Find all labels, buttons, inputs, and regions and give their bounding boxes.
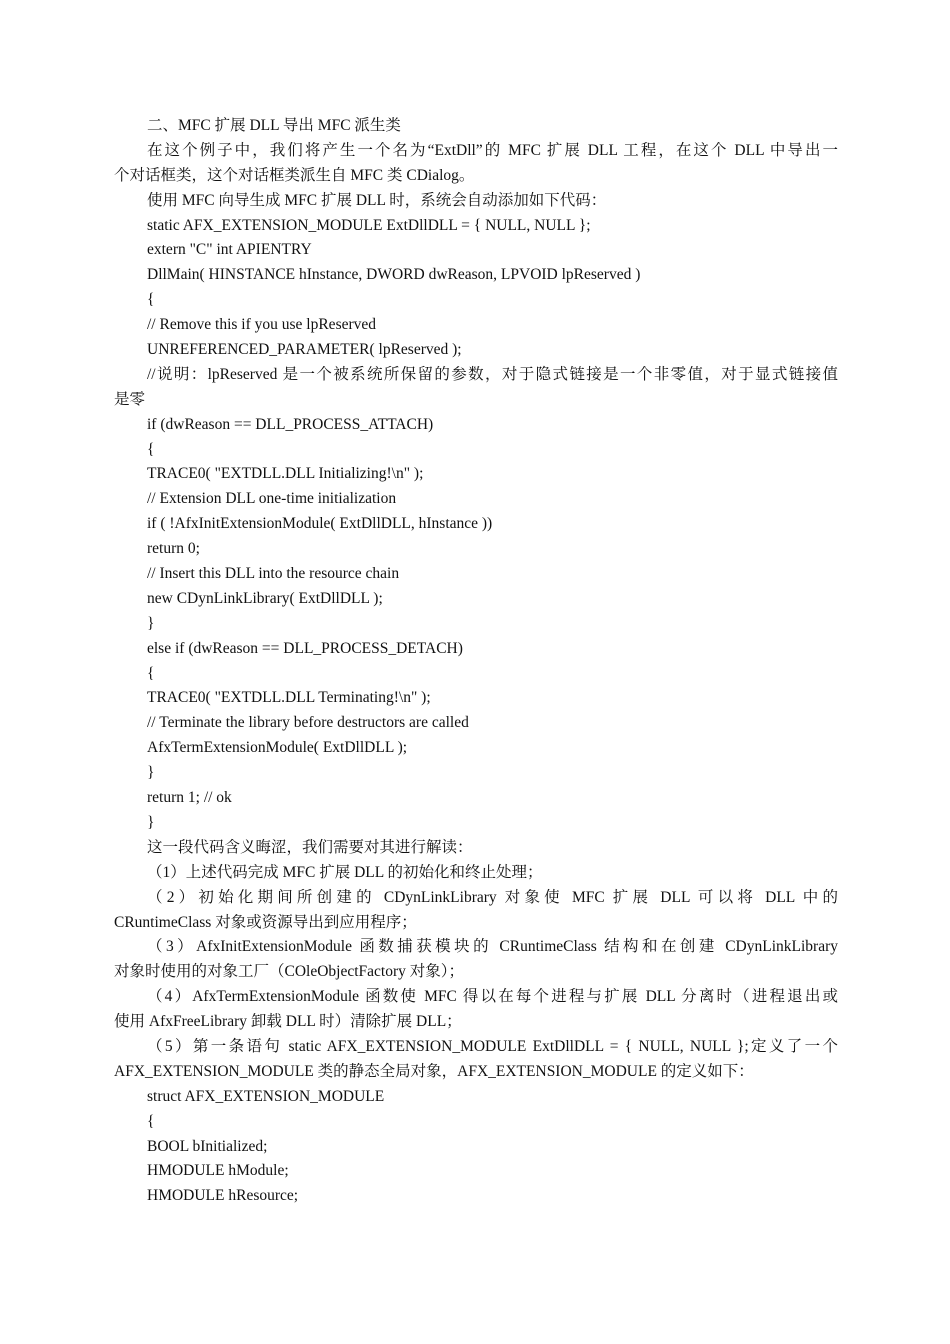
- text-line: 使用 MFC 向导生成 MFC 扩展 DLL 时，系统会自动添加如下代码：: [147, 191, 607, 209]
- text-line: TRACE0( "EXTDLL.DLL Initializing!\n" );: [147, 465, 424, 483]
- text-line: AFX_EXTENSION_MODULE 类的静态全局对象，AFX_EXTENSION_MODULE 的定义如下：: [114, 1062, 754, 1080]
- text-line: TRACE0( "EXTDLL.DLL Terminating!\n" );: [147, 689, 431, 707]
- text-line: （5）第一条语句 static AFX_EXTENSION_MODULE ExtDllDLL = { NULL, NULL };定义了一个: [147, 1037, 838, 1055]
- text-line: （3）AfxInitExtensionModule 函数捕获模块的 CRuntimeClass 结构和在创建 CDynLinkLibrary: [147, 938, 838, 956]
- text-line: // Extension DLL one-time initialization: [147, 490, 397, 508]
- text-line: return 1; // ok: [147, 789, 232, 807]
- text-line: 在这个例子中，我们将产生一个名为“ExtDll”的 MFC 扩展 DLL 工程，在这个 DLL 中导出一: [147, 141, 838, 159]
- text-line: {: [147, 1112, 155, 1130]
- text-line: // Terminate the library before destructors are called: [147, 714, 469, 732]
- text-line: 对象时使用的对象工厂（COleObjectFactory 对象）；: [114, 963, 465, 981]
- text-line: AfxTermExtensionModule( ExtDllDLL );: [147, 739, 408, 757]
- text-line: 二、MFC 扩展 DLL 导出 MFC 派生类: [147, 117, 401, 134]
- text-line: HMODULE hResource;: [147, 1187, 299, 1205]
- text-line: UNREFERENCED_PARAMETER( lpReserved );: [147, 341, 462, 359]
- text-line: if (dwReason == DLL_PROCESS_ATTACH): [147, 415, 434, 433]
- text-line: }: [147, 813, 155, 831]
- text-line: extern "C" int APIENTRY: [147, 241, 312, 259]
- text-line: new CDynLinkLibrary( ExtDllDLL );: [147, 589, 383, 607]
- text-line: BOOL bInitialized;: [147, 1137, 268, 1155]
- text-line: struct AFX_EXTENSION_MODULE: [147, 1087, 385, 1105]
- text-line: 是零: [114, 390, 146, 408]
- text-line: {: [147, 291, 155, 309]
- text-line: （2）初始化期间所创建的 CDynLinkLibrary 对象使 MFC 扩展 DLL 可以将 DLL 中的: [147, 888, 838, 906]
- document-body: [114, 114, 838, 1209]
- text-line: }: [147, 614, 155, 632]
- text-line: else if (dwReason == DLL_PROCESS_DETACH): [147, 639, 463, 657]
- text-line: }: [147, 764, 155, 782]
- text-line: if ( !AfxInitExtensionModule( ExtDllDLL, hInstance )): [147, 515, 493, 533]
- text-line: （1）上述代码完成 MFC 扩展 DLL 的初始化和终止处理；: [147, 863, 543, 881]
- text-line: DllMain( HINSTANCE hInstance, DWORD dwReason, LPVOID lpReserved ): [147, 266, 641, 284]
- text-line: // Remove this if you use lpReserved: [147, 316, 377, 334]
- text-line: 个对话框类，这个对话框类派生自 MFC 类 CDialog。: [114, 166, 475, 184]
- text-line: return 0;: [147, 540, 200, 558]
- text-line: CRuntimeClass 对象或资源导出到应用程序；: [114, 913, 417, 931]
- text-line: HMODULE hModule;: [147, 1162, 289, 1180]
- text-line: 使用 AfxFreeLibrary 卸载 DLL 时）清除扩展 DLL；: [114, 1013, 462, 1031]
- text-line: //说明：lpReserved 是一个被系统所保留的参数，对于隐式链接是一个非零值，对于显式链接值: [147, 365, 838, 383]
- text-line: {: [147, 664, 155, 682]
- text-line: 这一段代码含义晦涩，我们需要对其进行解读：: [147, 838, 473, 856]
- text-line: （4）AfxTermExtensionModule 函数使 MFC 得以在每个进程与扩展 DLL 分离时（进程退出或: [147, 988, 838, 1006]
- text-line: // Insert this DLL into the resource chain: [147, 565, 400, 583]
- text-line: static AFX_EXTENSION_MODULE ExtDllDLL = { NULL, NULL };: [147, 216, 591, 234]
- text-line: {: [147, 440, 155, 458]
